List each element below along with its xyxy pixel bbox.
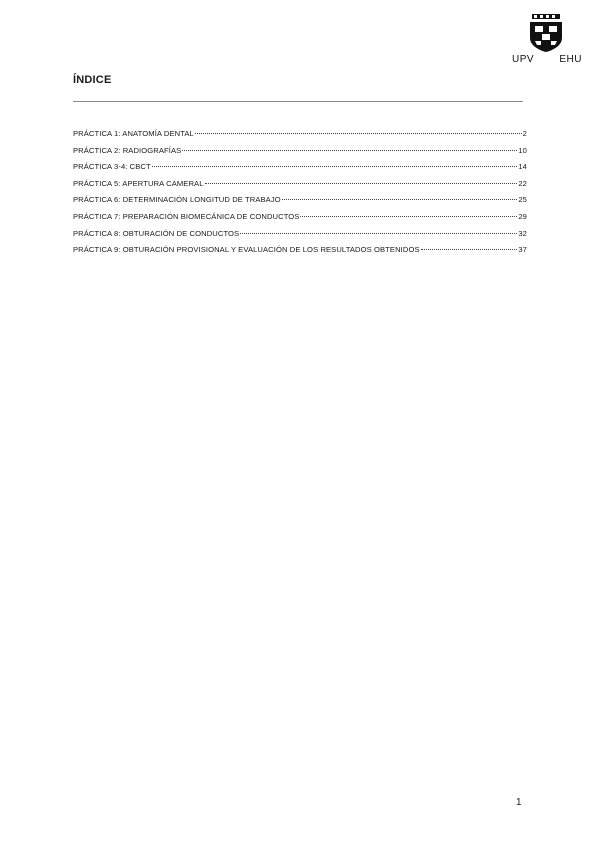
- toc-entry-title: PRÁCTICA 5: APERTURA CAMERAL: [73, 178, 204, 188]
- table-of-contents: [73, 129, 527, 262]
- toc-entry[interactable]: [73, 179, 527, 196]
- toc-entry-page: 10: [518, 145, 527, 155]
- toc-entry-page: 14: [518, 162, 527, 172]
- page-title: ÍNDICE: [73, 74, 112, 86]
- title-divider: [73, 101, 523, 102]
- page-number: 1: [516, 797, 522, 808]
- logo-text: [512, 54, 582, 65]
- toc-entry-title: PRÁCTICA 8: OBTURACIÓN DE CONDUCTOS: [73, 228, 240, 238]
- university-logo: [512, 14, 582, 68]
- toc-leader-dots: [282, 198, 518, 200]
- toc-entry[interactable]: [73, 229, 527, 246]
- toc-entry-title: PRÁCTICA 3-4: CBCT: [73, 162, 151, 172]
- toc-leader-dots: [152, 165, 518, 167]
- toc-entry-page: 32: [518, 228, 527, 238]
- toc-entry-title: PRÁCTICA 1: ANATOMÍA DENTAL: [73, 129, 194, 138]
- toc-entry[interactable]: [73, 195, 527, 212]
- toc-entry-page: 37: [518, 245, 527, 255]
- toc-entry-title: PRÁCTICA 9: OBTURACIÓN PROVISIONAL Y EVALUACIÓN DE LOS RESULTADOS OBTENIDOS: [73, 245, 420, 255]
- toc-leader-dots: [205, 182, 518, 184]
- university-shield-icon: [526, 14, 566, 54]
- toc-entry-page: 25: [518, 195, 527, 205]
- toc-entry-page: 2: [522, 129, 527, 138]
- toc-entry[interactable]: [73, 162, 527, 179]
- toc-leader-dots: [182, 149, 517, 151]
- toc-entry-title: PRÁCTICA 7: PREPARACIÓN BIOMECÁNICA DE CONDUCTOS: [73, 211, 300, 221]
- logo-right-text: EHU: [559, 54, 582, 65]
- toc-entry[interactable]: [73, 146, 527, 163]
- toc-entry[interactable]: [73, 212, 527, 229]
- toc-entry-title: PRÁCTICA 6: DETERMINACIÓN LONGITUD DE TRABAJO: [73, 195, 281, 205]
- logo-left-text: UPV: [512, 54, 535, 65]
- toc-entry[interactable]: [73, 245, 527, 262]
- toc-entry[interactable]: [73, 129, 527, 146]
- toc-leader-dots: [300, 215, 517, 217]
- toc-entry-title: PRÁCTICA 2: RADIOGRAFÍAS: [73, 145, 182, 155]
- toc-leader-dots: [421, 248, 518, 250]
- toc-leader-dots: [240, 232, 517, 234]
- toc-entry-page: 22: [518, 178, 527, 188]
- toc-leader-dots: [195, 132, 522, 134]
- toc-entry-page: 29: [518, 211, 527, 221]
